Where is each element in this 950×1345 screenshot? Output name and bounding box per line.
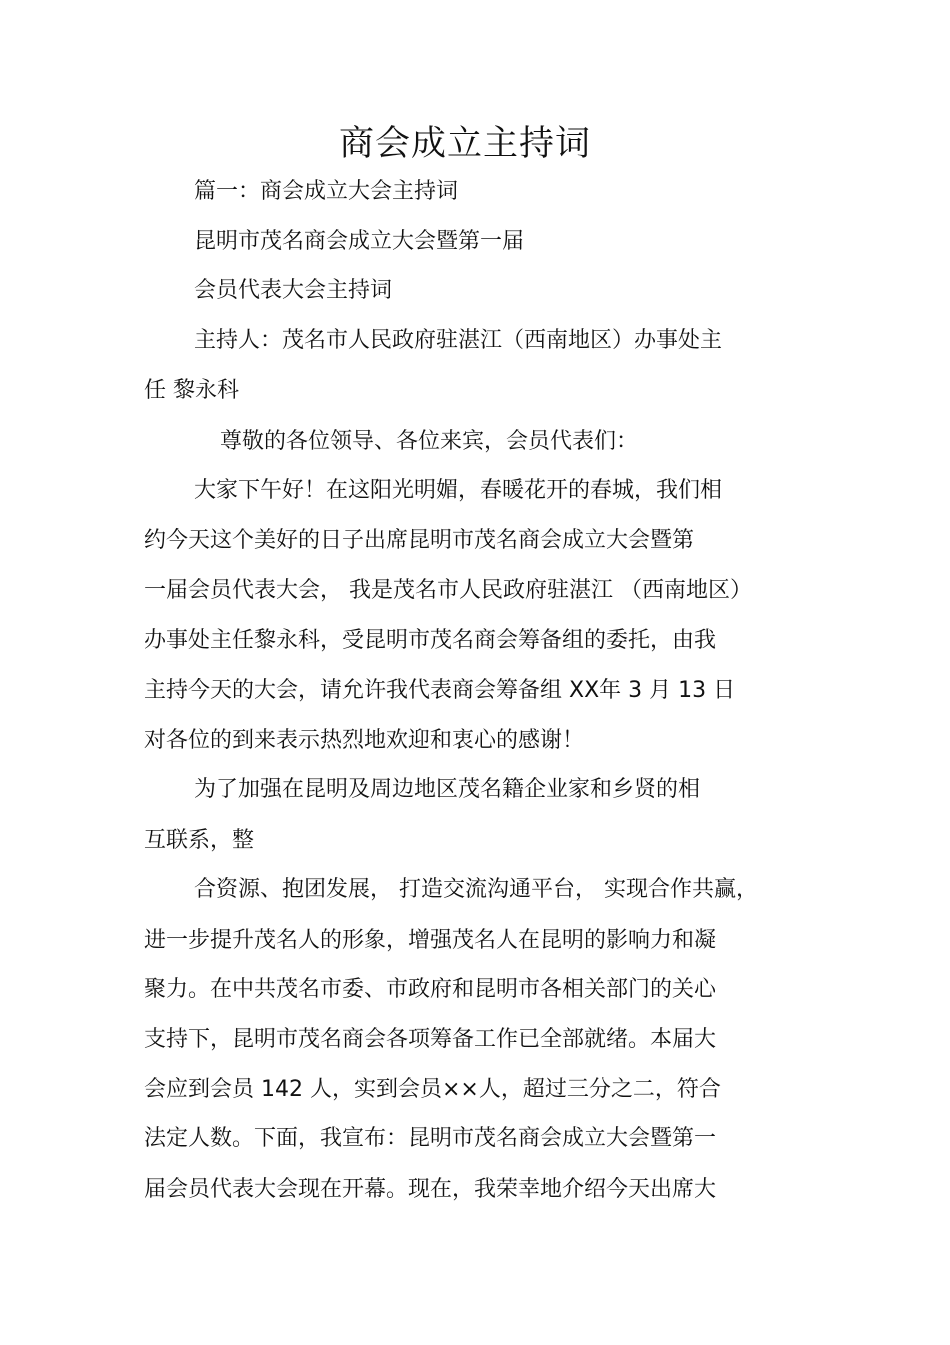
text-line-16: 进一步提升茂名人的形象，增强茂名人在昆明的影响力和凝 <box>144 928 717 953</box>
text-line-3: 会员代表大会主持词 <box>194 278 393 303</box>
text-line-15: 合资源、抱团发展， 打造交流沟通平台， 实现合作共赢， <box>194 877 758 902</box>
text-line-18: 支持下，昆明市茂名商会各项筹备工作已全部就绪。本届大 <box>144 1027 717 1052</box>
text-line-8: 约今天这个美好的日子出席昆明市茂名商会成立大会暨第 <box>144 528 695 553</box>
text-line-5: 任 黎永科 <box>144 378 239 403</box>
text-line-2: 昆明市茂名商会成立大会暨第一届 <box>194 229 525 254</box>
text-line-6: 尊敬的各位领导、各位来宾，会员代表们： <box>220 429 639 454</box>
text-line-17: 聚力。在中共茂名市委、市政府和昆明市各相关部门的关心 <box>144 977 717 1002</box>
text-line-12: 对各位的到来表示热烈地欢迎和衷心的感谢！ <box>144 728 585 753</box>
text-line-9: 一届会员代表大会， 我是茂名市人民政府驻湛江 （西南地区） <box>144 578 752 603</box>
document-title: 商会成立主持词 <box>338 124 591 164</box>
text-line-7: 大家下午好！在这阳光明媚，春暖花开的春城，我们相 <box>194 478 723 503</box>
text-line-20: 法定人数。下面，我宣布：昆明市茂名商会成立大会暨第一 <box>144 1126 717 1151</box>
text-line-1: 篇一：商会成立大会主持词 <box>194 179 459 204</box>
text-line-11: 主持今天的大会，请允许我代表商会筹备组 XX年 3 月 13 日 <box>144 678 736 703</box>
text-line-14: 互联系，整 <box>144 828 255 853</box>
text-line-4: 主持人：茂名市人民政府驻湛江（西南地区）办事处主 <box>194 328 723 353</box>
text-line-19: 会应到会员 142 人，实到会员××人，超过三分之二，符合 <box>144 1077 721 1102</box>
text-line-10: 办事处主任黎永科，受昆明市茂名商会筹备组的委托，由我 <box>144 628 717 653</box>
text-line-21: 届会员代表大会现在开幕。现在，我荣幸地介绍今天出席大 <box>144 1177 717 1202</box>
text-line-13: 为了加强在昆明及周边地区茂名籍企业家和乡贤的相 <box>194 777 701 802</box>
